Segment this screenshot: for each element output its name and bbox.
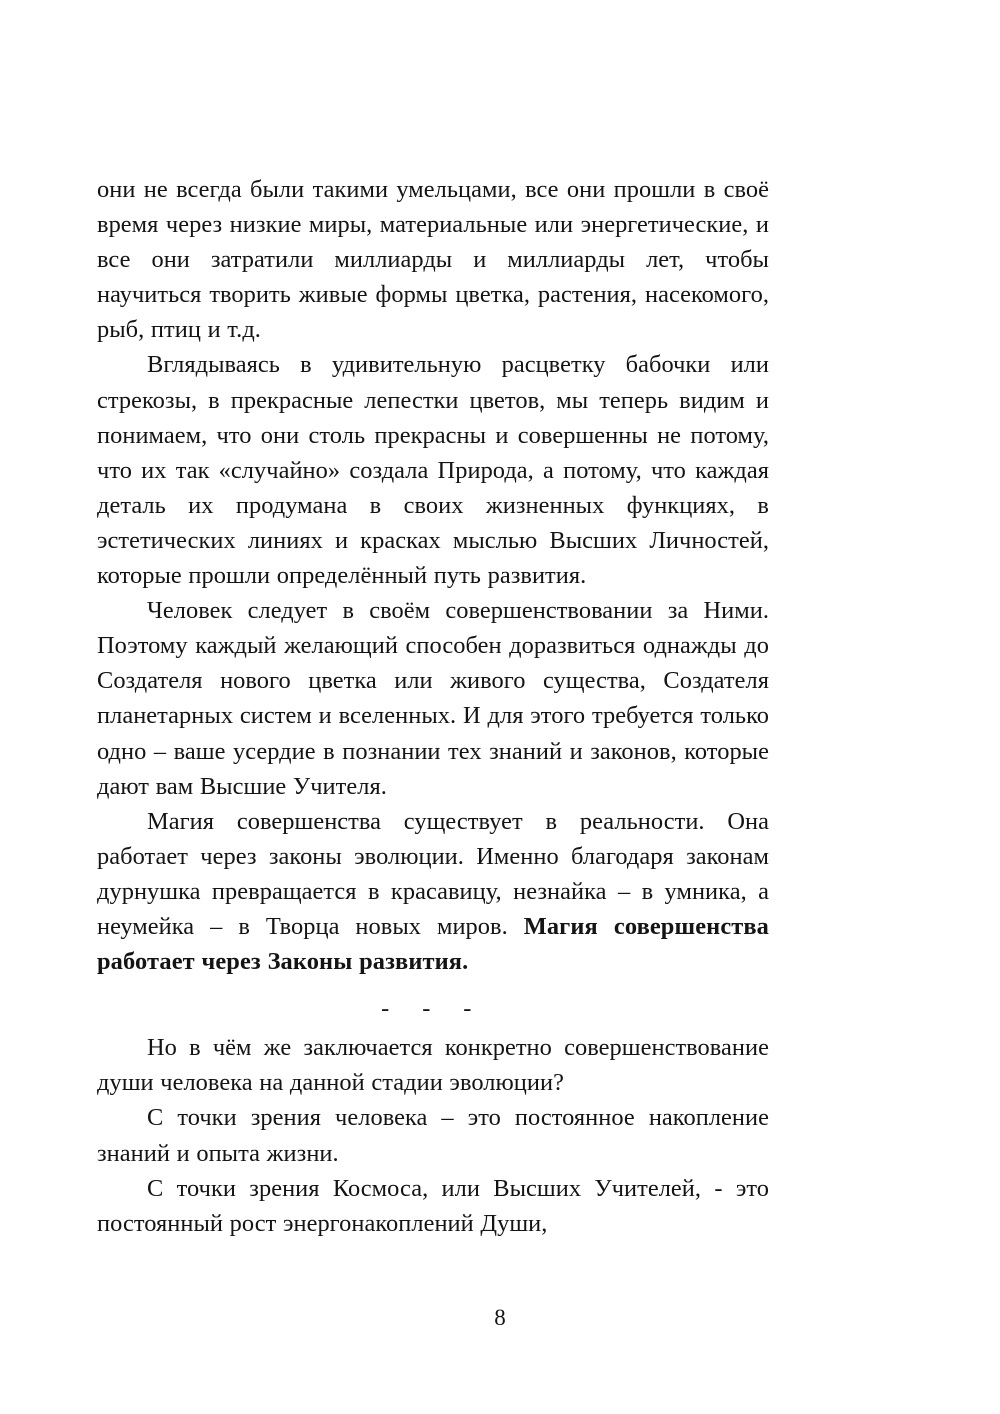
page-number: 8	[494, 1305, 506, 1330]
paragraph-human-viewpoint: С точки зрения человека – это постоянное накопление знаний и опыта жизни.	[97, 1104, 769, 1167]
paragraph-butterfly-colors: Вглядываясь в удивительную расцветку бабочки или стрекозы, в прекрасные лепестки цветов, мы теперь видим и понимаем, что они столь прекрасны и совершенны не потому, что их так «случайно» создала Природа, а потому, что каждая деталь их продумана в своих жизненных функциях, в эстетических линиях и красках мыслью Высших Личностей, которые прошли определённый путь развития.	[97, 351, 769, 590]
section-separator: - - -	[381, 995, 485, 1023]
paragraph-question-perfection: Но в чём же заключается конкретно совершенствование души человека на данной стадии эволюции?	[97, 1034, 769, 1097]
bold-statement-laws-of-development: Магия совершенства работает через Законы развития.	[97, 912, 769, 976]
paragraph-continuation: они не всегда были такими умельцами, все они прошли в своё время через низкие миры, материальные или энергетические, и все они затратили миллиарды и миллиарды лет, чтобы научиться творить живые формы цветка, растения, насекомого, рыб, птиц и т.д.	[97, 176, 769, 344]
paragraph-human-follows: Человек следует в своём совершенствовании за Ними. Поэтому каждый желающий способен доразвиться однажды до Создателя нового цветка или живого существа, Создателя планетарных систем и вселенных. И для этого требуется только одно – ваше усердие в познании тех знаний и законов, которые дают вам Высшие Учителя.	[97, 597, 769, 800]
paragraph-magic-plain-run: Магия совершенства существует в реальности. Она работает через законы эволюции. Именно благодаря законам дурнушка превращается в красавицу, незнайка – в умника, а неумейка – в Творца новых миров.	[97, 807, 769, 940]
paragraph-magic-of-perfection	[97, 804, 769, 979]
paragraph-cosmos-viewpoint: С точки зрения Космоса, или Высших Учителей, - это постоянный рост энергонакоплений Души,	[97, 1174, 769, 1237]
page-text-block	[97, 172, 769, 1241]
